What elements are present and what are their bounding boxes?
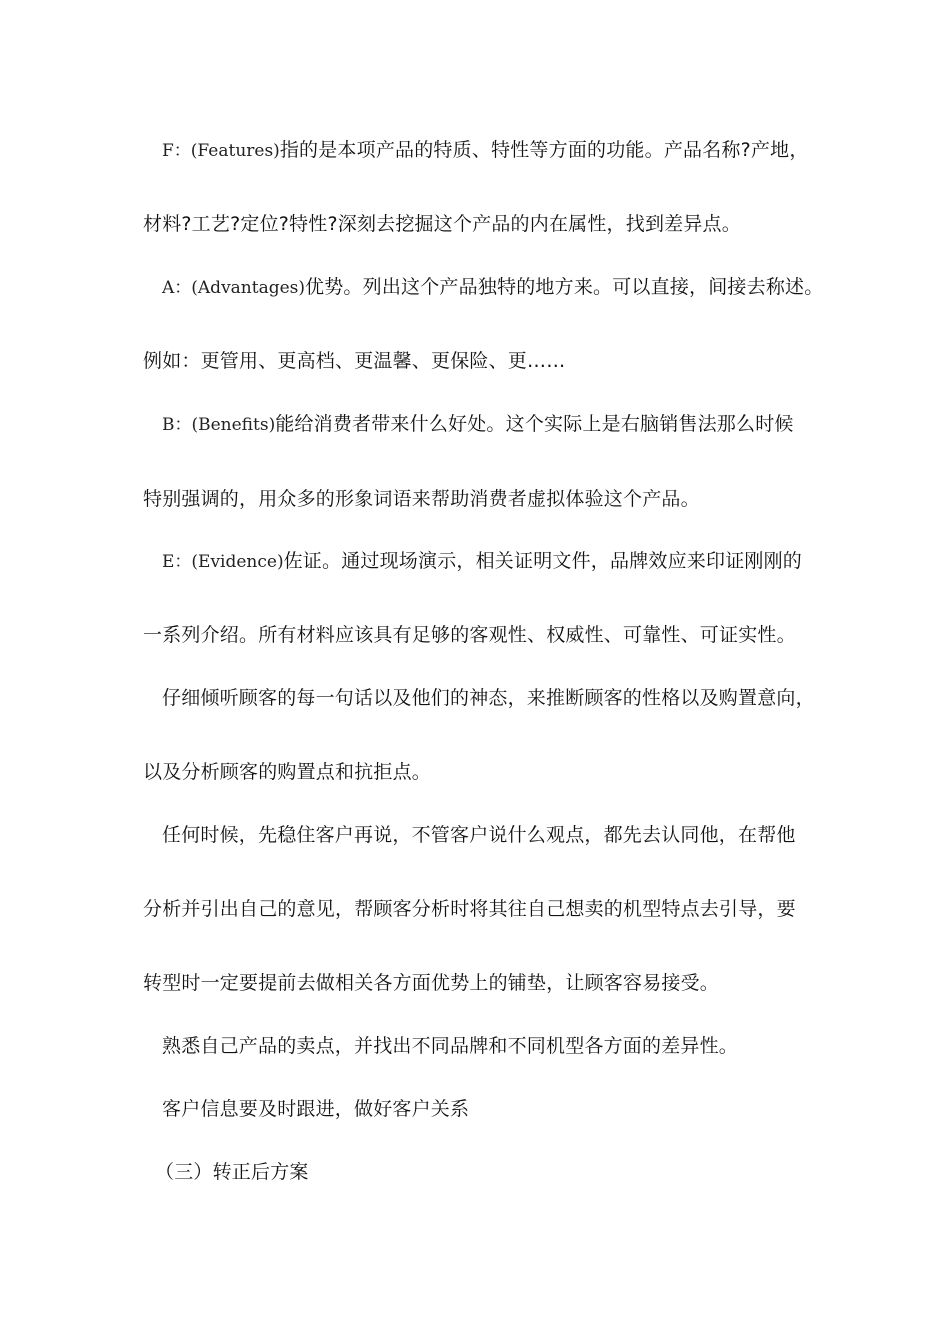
listening-text: 仔细倾听顾客的每一句话以及他们的神态，来推断顾客的性格以及购置意向， (162, 687, 815, 709)
features-text: 指的是本项产品的特质、特性等方面的功能。产品名称?产地， (279, 139, 809, 161)
paragraph-benefits-line-2 (143, 487, 833, 511)
paragraph-listening-line-1 (162, 686, 852, 710)
paragraph-features-line-1 (162, 138, 852, 163)
section-heading-text: （三）转正后方案 (155, 1161, 309, 1183)
paragraph-guidance-line-2 (143, 897, 833, 921)
paragraph-guidance-line-3 (143, 971, 833, 995)
paragraph-listening-line-2 (143, 760, 833, 784)
paragraph-selling-points (162, 1034, 852, 1058)
paragraph-customer-follow-up (162, 1097, 852, 1121)
advantages-label: A：(Advantages) (162, 278, 306, 298)
paragraph-advantages-line-1 (162, 275, 852, 300)
benefits-text-continued: 特别强调的，用众多的形象词语来帮助消费者虚拟体验这个产品。 (143, 488, 700, 510)
features-text-continued: 材料?工艺?定位?特性?深刻去挖掘这个产品的内在属性，找到差异点。 (143, 213, 741, 235)
section-heading-post-probation-plan (155, 1160, 845, 1184)
guidance-text-final: 转型时一定要提前去做相关各方面优势上的铺垫，让顾客容易接受。 (143, 972, 720, 994)
paragraph-benefits-line-1 (162, 412, 852, 437)
selling-points-text: 熟悉自己产品的卖点，并找出不同品牌和不同机型各方面的差异性。 (162, 1035, 739, 1057)
listening-text-continued: 以及分析顾客的购置点和抗拒点。 (143, 761, 432, 783)
advantages-text: 优势。列出这个产品独特的地方来。可以直接，间接去称述。 (305, 276, 824, 298)
advantages-text-continued: 例如：更管用、更高档、更温馨、更保险、更…… (143, 350, 566, 372)
benefits-text: 能给消费者带来什么好处。这个实际上是右脑销售法那么时候 (275, 413, 794, 435)
paragraph-evidence-line-2 (143, 623, 833, 647)
features-label: F：(Features) (162, 141, 280, 161)
paragraph-evidence-line-1 (162, 549, 852, 574)
guidance-text-continued: 分析并引出自己的意见，帮顾客分析时将其往自己想卖的机型特点去引导，要 (143, 898, 796, 920)
paragraph-advantages-line-2 (143, 349, 833, 373)
guidance-text: 任何时候，先稳住客户再说，不管客户说什么观点，都先去认同他，在帮他 (162, 824, 796, 846)
evidence-text-continued: 一系列介绍。所有材料应该具有足够的客观性、权威性、可靠性、可证实性。 (143, 624, 796, 646)
customer-follow-up-text: 客户信息要及时跟进，做好客户关系 (162, 1098, 470, 1120)
evidence-text: 佐证。通过现场演示，相关证明文件，品牌效应来印证刚刚的 (283, 550, 803, 572)
benefits-label: B：(Benefits) (162, 415, 276, 435)
paragraph-features-line-2 (143, 212, 833, 236)
evidence-label: E：(Evidence) (162, 552, 284, 572)
paragraph-guidance-line-1 (162, 823, 852, 847)
